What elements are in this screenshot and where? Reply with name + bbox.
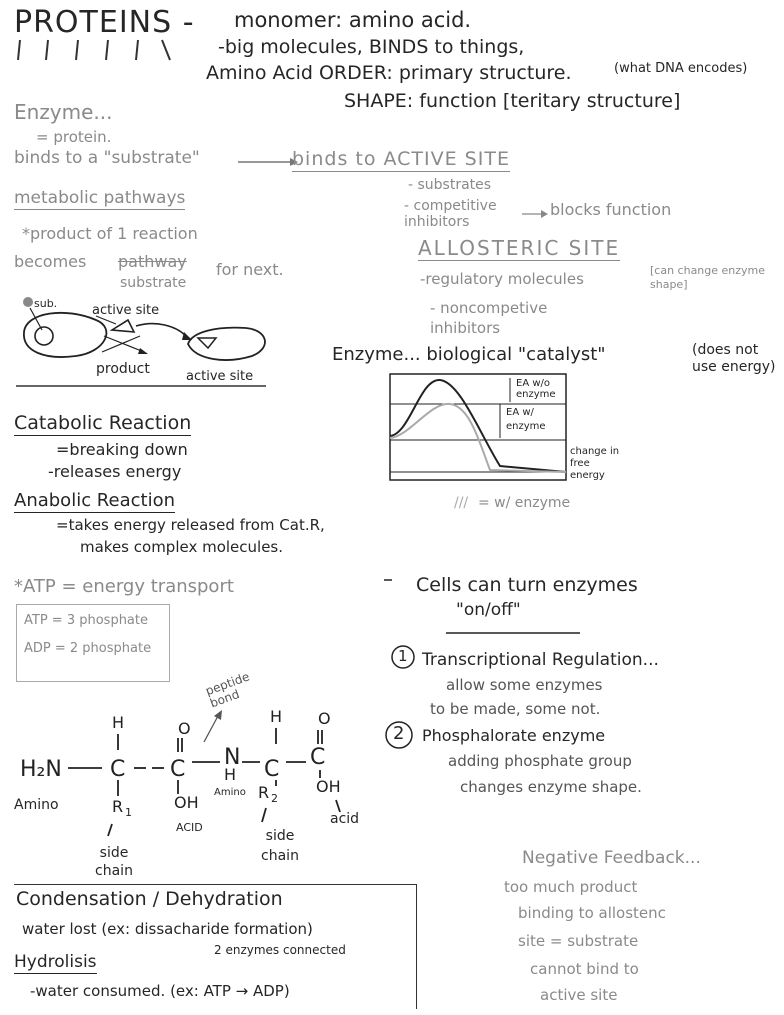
feedback-line-5: active site bbox=[540, 986, 618, 1004]
item1-number: 1 bbox=[398, 647, 408, 665]
onoff-underline bbox=[384, 574, 584, 584]
item2-number: 2 bbox=[393, 723, 405, 744]
svg-text:O: O bbox=[318, 709, 331, 728]
atp-box-line-2: ADP = 2 phosphate bbox=[24, 641, 152, 656]
page-title: PROTEINS - bbox=[14, 5, 195, 40]
enzyme-binds: binds to a "substrate" bbox=[14, 148, 200, 168]
item2-line-2: changes enzyme shape. bbox=[460, 778, 642, 796]
atp-box-line-1: ATP = 3 phosphate bbox=[24, 613, 148, 628]
svg-text:R: R bbox=[112, 797, 124, 816]
svg-text:H: H bbox=[224, 765, 237, 784]
graph-legend: = w/ enzyme bbox=[478, 495, 571, 511]
catalyst-text: Enzyme... biological "catalyst" bbox=[332, 344, 606, 365]
blocks-function: blocks function bbox=[550, 200, 672, 219]
monomer-line: monomer: amino acid. bbox=[234, 8, 472, 32]
onoff-rule bbox=[446, 630, 586, 636]
feedback-line-2: binding to allostenc bbox=[518, 904, 666, 922]
water-lost-line: water lost (ex: dissacharide formation) bbox=[22, 920, 313, 938]
anabolic-item-1: =takes energy released from Cat.R, bbox=[56, 516, 325, 534]
enzyme-is-protein: = protein. bbox=[36, 128, 112, 146]
allosteric-site-heading: ALLOSTERIC SITE bbox=[418, 236, 621, 260]
amino-label-2: Amino bbox=[214, 787, 246, 798]
anabolic-title: Anabolic Reaction bbox=[14, 490, 175, 511]
svg-text:O: O bbox=[178, 719, 191, 738]
feedback-line-3: site = substrate bbox=[518, 932, 639, 950]
ea-without-label: EA w/o enzyme bbox=[516, 378, 556, 400]
item2-title: Phosphalorate enzyme bbox=[422, 726, 606, 745]
svg-text:1: 1 bbox=[125, 806, 132, 819]
ea-with-label: EA w/ enzyme bbox=[506, 407, 546, 432]
shape-line: SHAPE: function [teritary structure] bbox=[344, 90, 681, 112]
svg-text:H: H bbox=[112, 713, 125, 732]
svg-text:H₂N: H₂N bbox=[20, 757, 62, 782]
feedback-title: Negative Feedback... bbox=[522, 848, 701, 868]
diagram-product-label: product bbox=[96, 361, 150, 377]
svg-text:H: H bbox=[270, 707, 283, 726]
title-hatch-marks bbox=[12, 38, 202, 68]
enzyme-title: Enzyme... bbox=[14, 100, 113, 124]
item1-line-2: to be made, some not. bbox=[430, 700, 601, 718]
metabolic-line1: *product of 1 reaction bbox=[22, 224, 198, 243]
peptide-bond-label: peptide bond bbox=[203, 669, 252, 711]
side-chain-label: side chain bbox=[95, 845, 133, 879]
catabolic-item-1: =breaking down bbox=[56, 440, 188, 459]
active-site-item-competitive: - competitive inhibitors bbox=[404, 198, 497, 230]
hatch-icon: /// bbox=[454, 495, 469, 511]
amino-label: Amino bbox=[14, 797, 59, 813]
svg-text:C: C bbox=[170, 757, 186, 782]
metabolic-line2-start: becomes bbox=[14, 252, 87, 271]
svg-text:N: N bbox=[224, 745, 241, 770]
item2-line-1: adding phosphate group bbox=[448, 752, 632, 770]
big-molecules-line: -big molecules, BINDS to things, bbox=[218, 36, 525, 58]
svg-text:C: C bbox=[310, 745, 326, 770]
item1-line-1: allow some enzymes bbox=[446, 676, 603, 694]
catalyst-note: (does not use energy) bbox=[692, 342, 776, 375]
water-consumed-line: -water consumed. (ex: ATP → ADP) bbox=[30, 982, 290, 1000]
side-chain-label-2: side chain bbox=[261, 828, 299, 864]
metabolic-line2-end: for next. bbox=[216, 260, 284, 279]
enzymes-connected-line: 2 enzymes connected bbox=[214, 943, 346, 957]
feedback-line-4: cannot bind to bbox=[530, 960, 639, 978]
active-site-item-substrates: - substrates bbox=[408, 177, 492, 193]
order-note: (what DNA encodes) bbox=[614, 61, 748, 76]
allosteric-item-noncompetitive: - noncompetive inhibitors bbox=[430, 299, 548, 337]
metabolic-title: metabolic pathways bbox=[14, 188, 186, 208]
acid-label: ACID bbox=[176, 821, 203, 834]
catabolic-item-2: -releases energy bbox=[48, 462, 182, 481]
svg-text:2: 2 bbox=[271, 792, 278, 805]
atp-title: *ATP = energy transport bbox=[14, 576, 234, 597]
arrow-icon bbox=[522, 209, 548, 219]
anabolic-item-2: makes complex molecules. bbox=[80, 538, 284, 556]
feedback-line-1: too much product bbox=[504, 878, 638, 896]
svg-text:C: C bbox=[264, 757, 280, 782]
metabolic-substrate: substrate bbox=[120, 275, 187, 291]
item1-title: Transcriptional Regulation... bbox=[422, 650, 659, 670]
diagram-active-site-label: active site bbox=[92, 303, 160, 318]
cells-title: Cells can turn enzymes bbox=[416, 574, 638, 596]
svg-text:OH: OH bbox=[316, 777, 341, 796]
condensation-title: Condensation / Dehydration bbox=[16, 888, 283, 910]
diagram-sub-label: sub. bbox=[34, 297, 58, 310]
svg-text:R: R bbox=[258, 783, 270, 802]
active-site-heading: binds to ACTIVE SITE bbox=[292, 148, 510, 170]
free-energy-label: change in free energy bbox=[570, 446, 620, 481]
svg-text:OH: OH bbox=[174, 793, 199, 812]
order-line: Amino Acid ORDER: primary structure. bbox=[206, 62, 572, 84]
allosteric-item-regulatory: -regulatory molecules bbox=[420, 270, 584, 288]
svg-text:C: C bbox=[110, 757, 126, 782]
hydrolysis-title: Hydrolisis bbox=[14, 952, 97, 972]
arrow-icon bbox=[238, 156, 298, 168]
acid-label-2: acid bbox=[330, 811, 360, 827]
allosteric-item-shape: [can change enzyme shape] bbox=[650, 264, 766, 291]
cells-onoff: "on/off" bbox=[456, 600, 521, 620]
metabolic-struck: pathway bbox=[118, 252, 187, 271]
catabolic-title: Catabolic Reaction bbox=[14, 412, 192, 434]
diagram-active-site-label-2: active site bbox=[186, 369, 254, 384]
